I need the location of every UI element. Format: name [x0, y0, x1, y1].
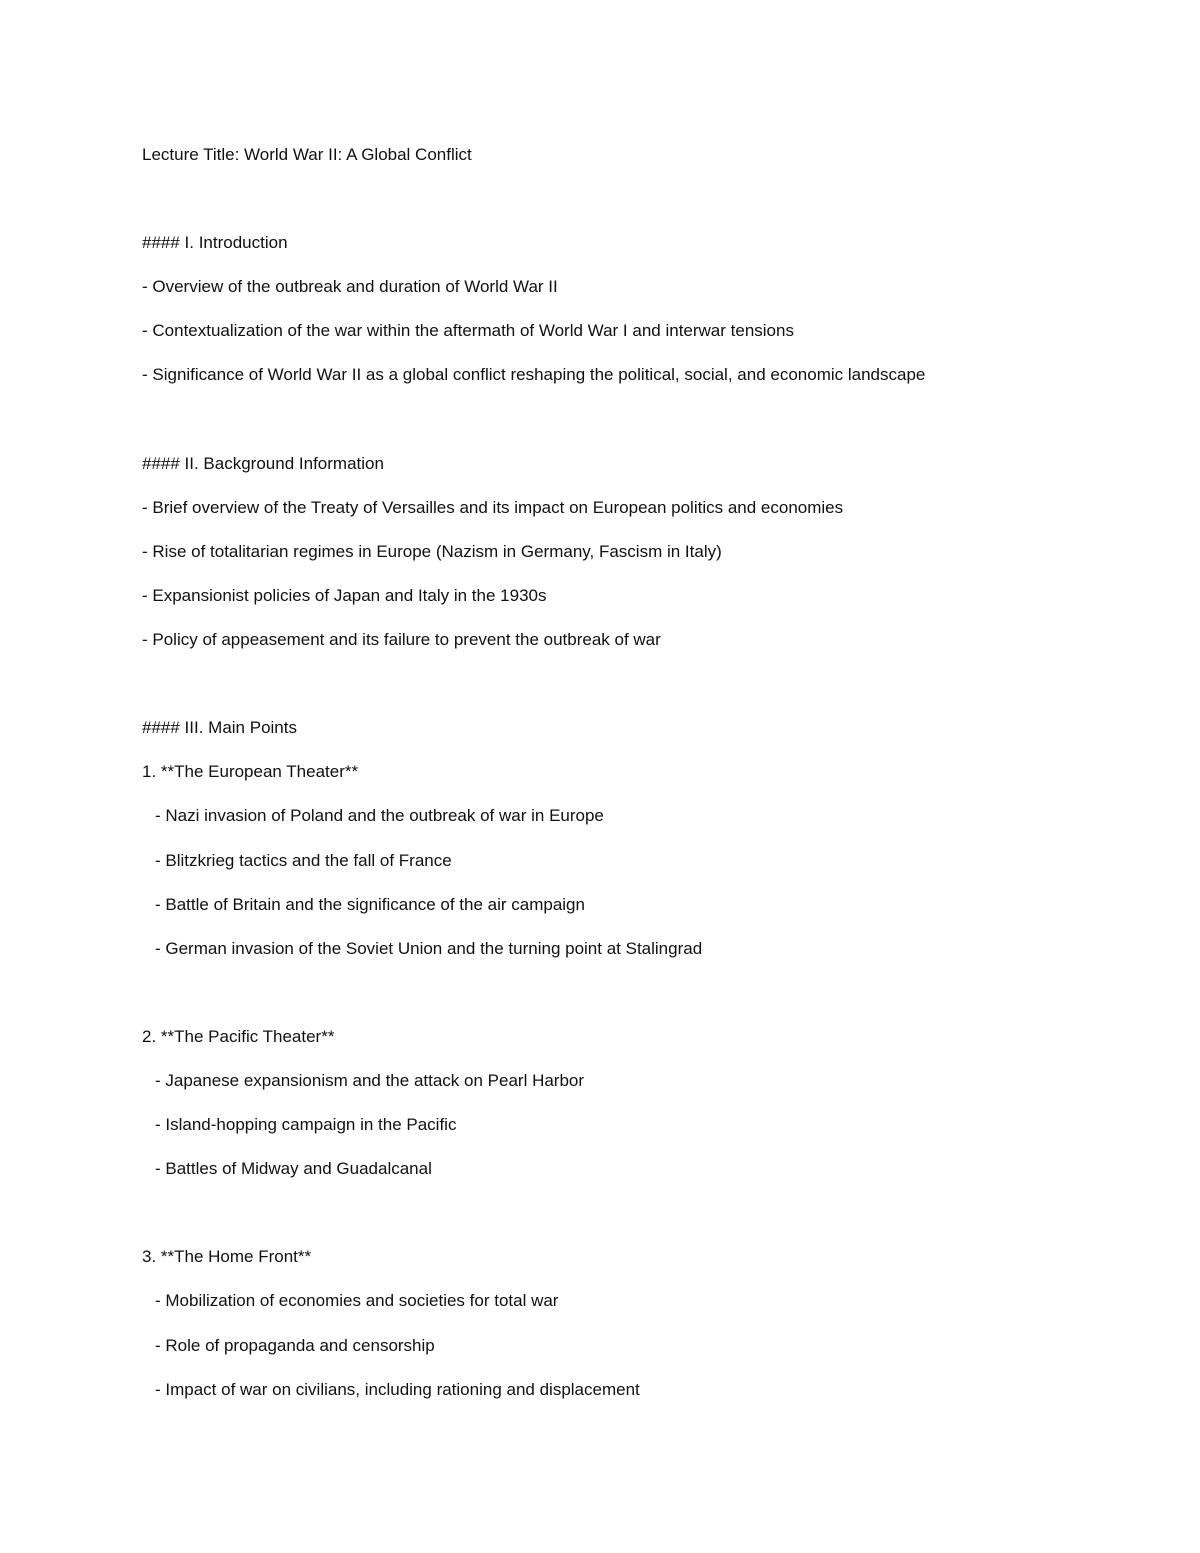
- point-title-pacific-theater: 2. **The Pacific Theater**: [142, 1026, 335, 1046]
- sub-bullet-item: - German invasion of the Soviet Union and the turning point at Stalingrad: [155, 938, 703, 958]
- bullet-item: - Brief overview of the Treaty of Versailles and its impact on European politics and economies: [142, 497, 844, 517]
- point-title-home-front: 3. **The Home Front**: [142, 1247, 312, 1267]
- bullet-item: - Contextualization of the war within the aftermath of World War I and interwar tensions: [142, 321, 794, 341]
- lecture-title: Lecture Title: World War II: A Global Conflict: [142, 145, 472, 164]
- bullet-item: - Significance of World War II as a global conflict reshaping the political, social, and economic landscape: [142, 365, 926, 385]
- bullet-item: - Overview of the outbreak and duration of World War II: [142, 277, 558, 297]
- bullet-item: - Policy of appeasement and its failure to prevent the outbreak of war: [142, 630, 661, 650]
- sub-bullet-item: - Role of propaganda and censorship: [155, 1335, 435, 1355]
- bullet-item: - Rise of totalitarian regimes in Europe (Nazism in Germany, Fascism in Italy): [142, 541, 722, 561]
- sub-bullet-item: - Japanese expansionism and the attack on Pearl Harbor: [155, 1070, 585, 1090]
- point-title-european-theater: 1. **The European Theater**: [142, 762, 359, 782]
- section-heading-main-points: #### III. Main Points: [142, 718, 297, 738]
- sub-bullet-item: - Island-hopping campaign in the Pacific: [155, 1115, 457, 1135]
- sub-bullet-item: - Battles of Midway and Guadalcanal: [155, 1159, 432, 1179]
- sub-bullet-item: - Nazi invasion of Poland and the outbreak of war in Europe: [155, 806, 604, 826]
- section-heading-introduction: #### I. Introduction: [142, 233, 288, 253]
- section-heading-background: #### II. Background Information: [142, 453, 384, 473]
- document-page: [142, 133, 1102, 1412]
- sub-bullet-item: - Impact of war on civilians, including rationing and displacement: [155, 1379, 640, 1399]
- bullet-item: - Expansionist policies of Japan and Italy in the 1930s: [142, 585, 547, 605]
- sub-bullet-item: - Battle of Britain and the significance of the air campaign: [155, 894, 585, 914]
- sub-bullet-item: - Blitzkrieg tactics and the fall of France: [155, 850, 452, 870]
- sub-bullet-item: - Mobilization of economies and societies for total war: [155, 1291, 559, 1311]
